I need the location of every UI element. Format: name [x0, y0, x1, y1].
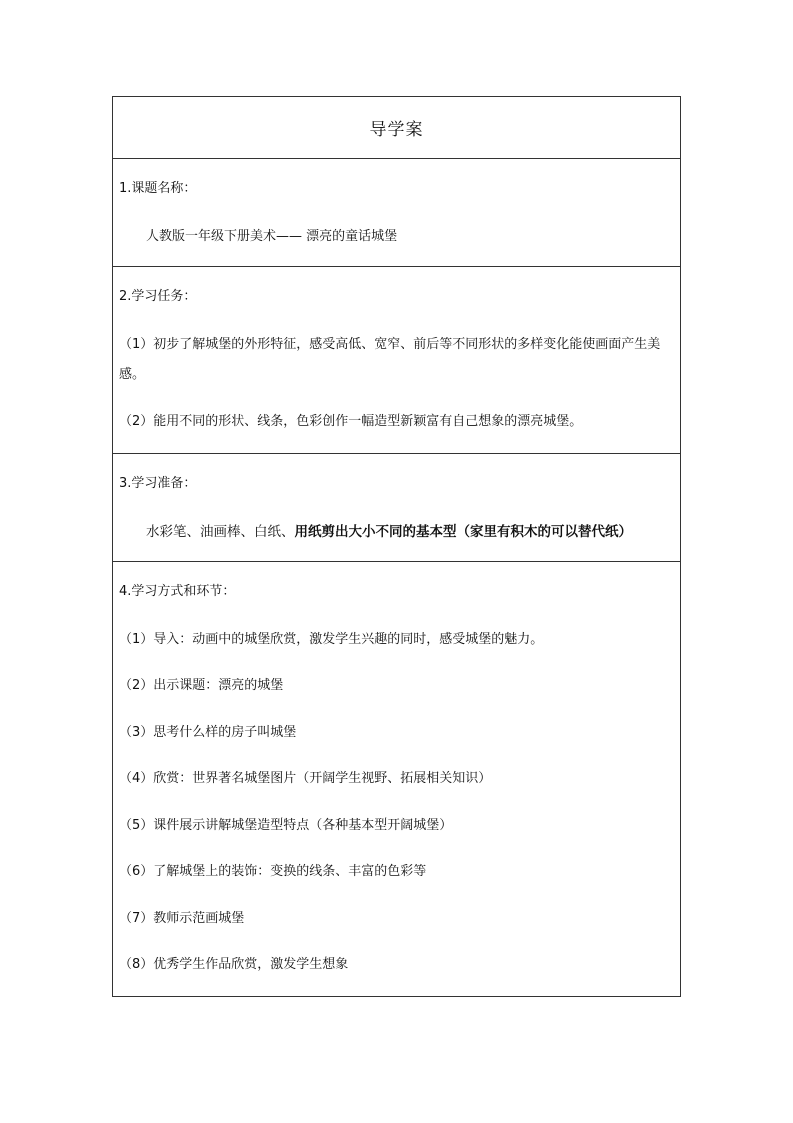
preparation-plain: 水彩笔、油画棒、白纸、: [146, 524, 295, 540]
title-row: [113, 97, 680, 159]
preparation-content: [146, 524, 632, 540]
process-item: （6）了解城堡上的装饰：变换的线条、丰富的色彩等: [119, 864, 427, 879]
section-heading: 4.学习方式和环节：: [119, 584, 236, 599]
process-item: （1）导入：动画中的城堡欣赏，激发学生兴趣的同时，感受城堡的魅力。: [119, 632, 544, 647]
section-heading: 3.学习准备：: [119, 476, 197, 491]
section-heading: 1.课题名称：: [119, 181, 197, 196]
topic-content: 人教版一年级下册美术—— 漂亮的童话城堡: [146, 229, 398, 244]
process-item: （2）出示课题：漂亮的城堡: [119, 678, 284, 693]
process-item: （5）课件展示讲解城堡造型特点（各种基本型开阔城堡）: [119, 818, 453, 833]
process-item: （4）欣赏：世界著名城堡图片（开阔学生视野、拓展相关知识）: [119, 771, 492, 786]
task-item: （1）初步了解城堡的外形特征，感受高低、宽窄、前后等不同形状的多样变化能使画面产生美感。: [119, 337, 661, 382]
process-item: （7）教师示范画城堡: [119, 911, 245, 926]
task-item: （2）能用不同的形状、线条，色彩创作一幅造型新颖富有自己想象的漂亮城堡。: [119, 414, 583, 429]
guide-table: [112, 96, 681, 997]
process-item: （8）优秀学生作品欣赏，激发学生想象: [119, 957, 349, 972]
preparation-bold: 用纸剪出大小不同的基本型（家里有积木的可以替代纸）: [294, 524, 632, 540]
section-tasks: [113, 267, 680, 454]
section-preparation: [113, 454, 680, 562]
document-title: 导学案: [369, 120, 424, 140]
section-heading: 2.学习任务：: [119, 289, 197, 304]
section-topic: [113, 159, 680, 267]
process-item: （3）思考什么样的房子叫城堡: [119, 725, 297, 740]
section-process: [113, 562, 680, 996]
